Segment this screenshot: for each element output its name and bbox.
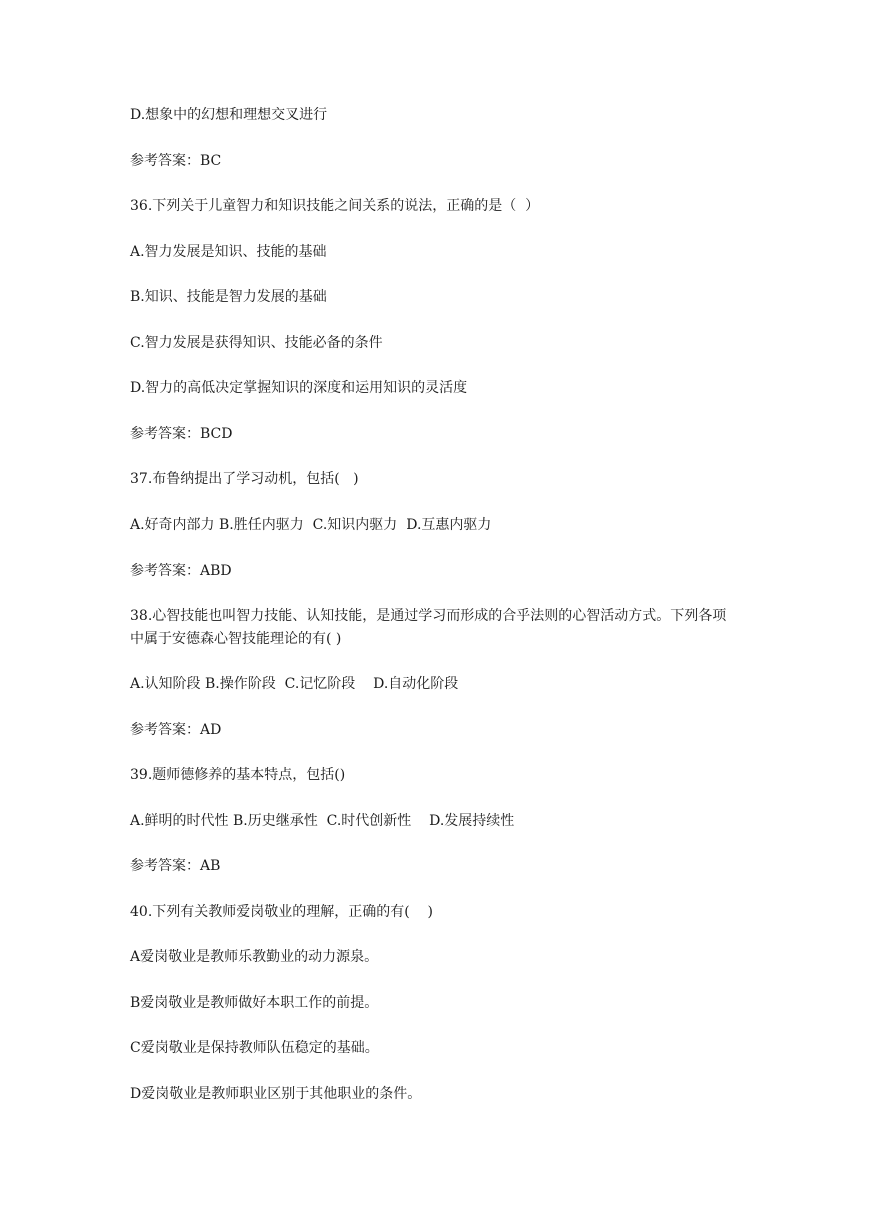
question-37: 37.布鲁纳提出了学习动机，包括( ) <box>130 471 359 487</box>
question-36: 36.下列关于儿童智力和知识技能之间关系的说法，正确的是（ ） <box>130 198 540 214</box>
option-40-a: A爱岗敬业是教师乐教勤业的动力源泉。 <box>130 949 379 965</box>
answer-37: 参考答案：ABD <box>130 563 232 579</box>
options-39: A.鲜明的时代性 B.历史继承性 C.时代创新性 D.发展持续性 <box>130 813 515 829</box>
option-36-d: D.智力的高低决定掌握知识的深度和运用知识的灵活度 <box>130 380 468 396</box>
answer-36: 参考答案：BCD <box>130 426 233 442</box>
question-40: 40.下列有关教师爱岗敬业的理解，正确的有( ) <box>130 904 433 920</box>
option-40-c: C爱岗敬业是保持教师队伍稳定的基础。 <box>130 1040 379 1056</box>
answer-39: 参考答案：AB <box>130 858 221 874</box>
option-40-d: D爱岗敬业是教师职业区别于其他职业的条件。 <box>130 1086 422 1102</box>
answer-35: 参考答案：BC <box>130 153 222 169</box>
option-40-b: B爱岗敬业是教师做好本职工作的前提。 <box>130 995 379 1011</box>
answer-38: 参考答案：AD <box>130 722 222 738</box>
option-36-b: B.知识、技能是智力发展的基础 <box>130 289 327 305</box>
options-38: A.认知阶段 B.操作阶段 C.记忆阶段 D.自动化阶段 <box>130 676 459 692</box>
option-36-c: C.智力发展是获得知识、技能必备的条件 <box>130 335 383 351</box>
option-35-d: D.想象中的幻想和理想交叉进行 <box>130 107 328 123</box>
question-38: 38.心智技能也叫智力技能、认知技能，是通过学习而形成的合乎法则的心智活动方式。下列各项中属于安德森心智技能理论的有( ) <box>130 608 727 647</box>
question-39: 39.题师德修养的基本特点，包括() <box>130 767 346 783</box>
options-37: A.好奇内部力 B.胜任内驱力 C.知识内驱力 D.互惠内驱力 <box>130 517 492 533</box>
option-36-a: A.智力发展是知识、技能的基础 <box>130 244 327 260</box>
